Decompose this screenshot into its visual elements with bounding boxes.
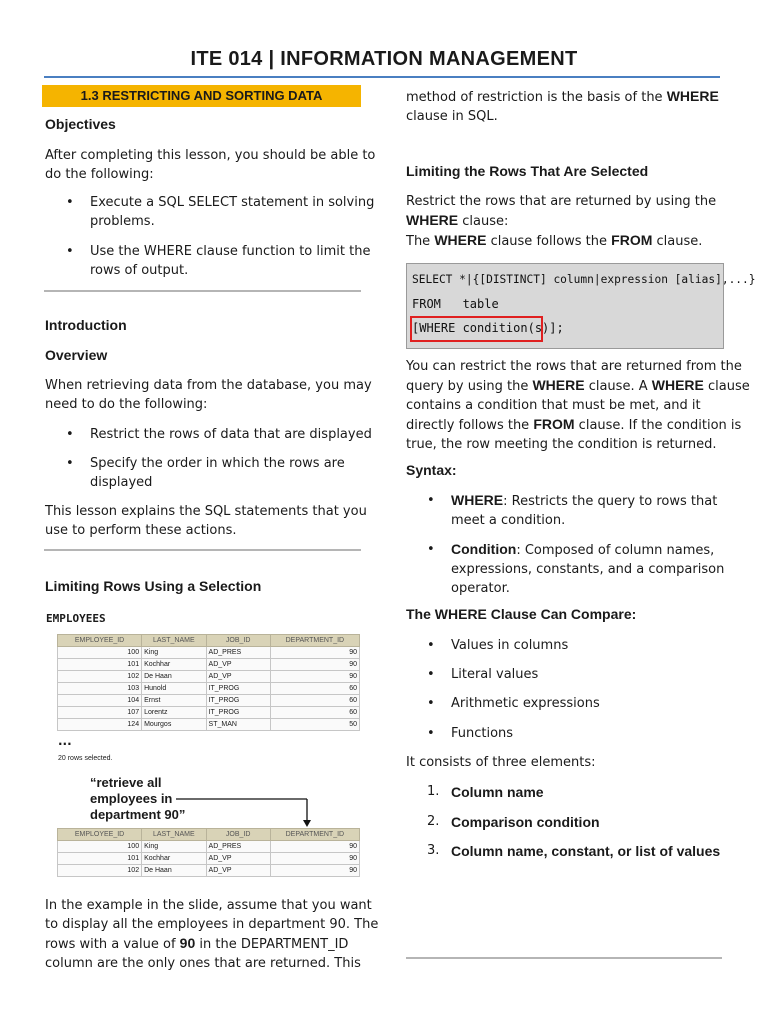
- column-header: DEPARTMENT_ID: [270, 635, 359, 647]
- code-line: FROM table: [412, 297, 499, 311]
- table-cell: 100: [58, 647, 142, 659]
- table-cell: 50: [270, 719, 359, 731]
- bullet-icon: •: [427, 542, 435, 557]
- syntax-item: • WHERE: Restricts the query to rows that meet a condition.: [427, 492, 718, 528]
- table-row: [58, 647, 360, 659]
- table-row: [58, 853, 360, 865]
- table-cell: 90: [270, 853, 359, 865]
- objectives-heading: Objectives: [45, 116, 116, 132]
- column-header: JOB_ID: [206, 829, 270, 841]
- column-header: DEPARTMENT_ID: [270, 829, 359, 841]
- table-cell: 107: [58, 707, 142, 719]
- column-header: EMPLOYEE_ID: [58, 829, 142, 841]
- table-row: [58, 719, 360, 731]
- table-cell: AD_PRES: [206, 841, 270, 853]
- result-table: [57, 828, 360, 877]
- bullet-icon: •: [427, 696, 435, 711]
- code-line: SELECT *|{[DISTINCT] column|expression [alias],...}: [412, 273, 756, 286]
- compare-item: • Values in columns: [427, 638, 569, 653]
- restrict-paragraph: Restrict the rows that are returned by using the WHERE clause: The WHERE clause follows the FROM clause.: [406, 194, 717, 249]
- bullet-icon: •: [427, 493, 435, 508]
- list-number: 2.: [427, 814, 440, 829]
- footer-divider: [406, 957, 722, 959]
- limiting-rows-heading: Limiting Rows Using a Selection: [45, 578, 262, 594]
- table-cell: Kochhar: [142, 853, 206, 865]
- overview-item: • Specify the order in which the rows are displayed: [66, 456, 345, 490]
- compare-heading: The WHERE Clause Can Compare:: [406, 606, 637, 622]
- list-number: 1.: [427, 784, 440, 799]
- section-divider: [44, 549, 361, 551]
- table-cell: 102: [58, 865, 142, 877]
- overview-heading: Overview: [45, 347, 108, 363]
- syntax-code-block: [406, 263, 756, 349]
- table-cell: IT_PROG: [206, 683, 270, 695]
- table-cell: AD_VP: [206, 853, 270, 865]
- table-cell: Lorentz: [142, 707, 206, 719]
- bullet-icon: •: [66, 244, 74, 259]
- table-cell: 102: [58, 671, 142, 683]
- table-cell: AD_VP: [206, 659, 270, 671]
- table-row: [58, 659, 360, 671]
- table-cell: AD_VP: [206, 865, 270, 877]
- table-cell: 60: [270, 683, 359, 695]
- limiting-selected-heading: Limiting the Rows That Are Selected: [406, 163, 649, 179]
- lesson-description: This lesson explains the SQL statements that you use to perform these actions.: [45, 504, 367, 538]
- document-title: ITE 014 | INFORMATION MANAGEMENT: [190, 48, 578, 70]
- section-badge: 1.3 RESTRICTING AND SORTING DATA: [42, 85, 361, 107]
- table-row: [58, 841, 360, 853]
- syntax-heading: Syntax:: [406, 462, 457, 478]
- table-cell: AD_VP: [206, 671, 270, 683]
- employees-table: [57, 634, 360, 731]
- objective-item: • Execute a SQL SELECT statement in solving problems.: [66, 195, 375, 229]
- table-cell: 90: [270, 647, 359, 659]
- table-cell: King: [142, 647, 206, 659]
- column-header: EMPLOYEE_ID: [58, 635, 142, 647]
- syntax-item: • Condition: Composed of column names, expressions, constants, and a comparison operator.: [427, 541, 725, 596]
- bullet-icon: •: [427, 638, 435, 653]
- table-cell: Mourgos: [142, 719, 206, 731]
- table-row: [58, 695, 360, 707]
- table-cell: AD_PRES: [206, 647, 270, 659]
- compare-item: • Literal values: [427, 667, 539, 682]
- bullet-icon: •: [427, 667, 435, 682]
- continuation-text: method of restriction is the basis of the WHERE clause in SQL.: [406, 88, 719, 124]
- compare-item: • Functions: [427, 726, 514, 741]
- table-cell: 60: [270, 707, 359, 719]
- objective-item: • Use the WHERE clause function to limit the rows of output.: [66, 244, 371, 278]
- table-cell: 90: [270, 671, 359, 683]
- column-header: LAST_NAME: [142, 829, 206, 841]
- code-line: [WHERE condition(s)];: [412, 321, 564, 335]
- table-row: [58, 671, 360, 683]
- elements-intro: It consists of three elements:: [406, 755, 596, 770]
- table-cell: De Haan: [142, 671, 206, 683]
- table-row: [58, 683, 360, 695]
- table-cell: 100: [58, 841, 142, 853]
- table-cell: IT_PROG: [206, 695, 270, 707]
- rows-selected-note: 20 rows selected.: [58, 755, 113, 762]
- table-row: [58, 865, 360, 877]
- table-cell: 60: [270, 695, 359, 707]
- overview-intro: When retrieving data from the database, you may need to do the following:: [45, 378, 372, 412]
- overview-item: • Restrict the rows of data that are displayed: [66, 427, 372, 442]
- introduction-heading: Introduction: [45, 317, 127, 333]
- element-item: 2. Comparison condition: [427, 814, 600, 830]
- column-header: JOB_ID: [206, 635, 270, 647]
- bullet-icon: •: [66, 427, 74, 442]
- callout-arrow-icon: [170, 790, 320, 830]
- table-cell: Hunold: [142, 683, 206, 695]
- section-divider: [44, 290, 361, 292]
- table-cell: De Haan: [142, 865, 206, 877]
- column-header: LAST_NAME: [142, 635, 206, 647]
- ellipsis-marker: ...: [58, 734, 72, 748]
- where-explanation: You can restrict the rows that are returned from the query by using the WHERE clause. A WHERE clause contains a condition that must be met, and it directly follows the FROM clause. If the condition is true, the row meeting the condition is returned.: [406, 359, 750, 452]
- table-cell: 104: [58, 695, 142, 707]
- callout-text: “retrieve all employees in department 90”: [90, 775, 186, 822]
- table-cell: 90: [270, 659, 359, 671]
- table-row: [58, 707, 360, 719]
- element-item: 3. Column name, constant, or list of values: [427, 843, 721, 859]
- table-cell: 101: [58, 659, 142, 671]
- example-paragraph: In the example in the slide, assume that you want to display all the employees in department 90. The rows with a value of 90 in the DEPARTMENT_ID column are the only ones that are returned. This: [45, 898, 379, 971]
- table-cell: 101: [58, 853, 142, 865]
- compare-item: • Arithmetic expressions: [427, 696, 600, 711]
- table-cell: 90: [270, 841, 359, 853]
- bullet-icon: •: [66, 456, 74, 471]
- table-cell: 103: [58, 683, 142, 695]
- list-number: 3.: [427, 843, 440, 858]
- table-cell: ST_MAN: [206, 719, 270, 731]
- bullet-icon: •: [66, 195, 74, 210]
- table-cell: King: [142, 841, 206, 853]
- table-cell: IT_PROG: [206, 707, 270, 719]
- table-cell: 124: [58, 719, 142, 731]
- table-cell: Ernst: [142, 695, 206, 707]
- table-cell: Kochhar: [142, 659, 206, 671]
- bullet-icon: •: [427, 726, 435, 741]
- title-underline: [44, 76, 720, 78]
- objectives-intro: After completing this lesson, you should be able to do the following:: [45, 148, 376, 182]
- element-item: 1. Column name: [427, 784, 544, 800]
- table-cell: 90: [270, 865, 359, 877]
- table-caption: EMPLOYEES: [46, 612, 106, 625]
